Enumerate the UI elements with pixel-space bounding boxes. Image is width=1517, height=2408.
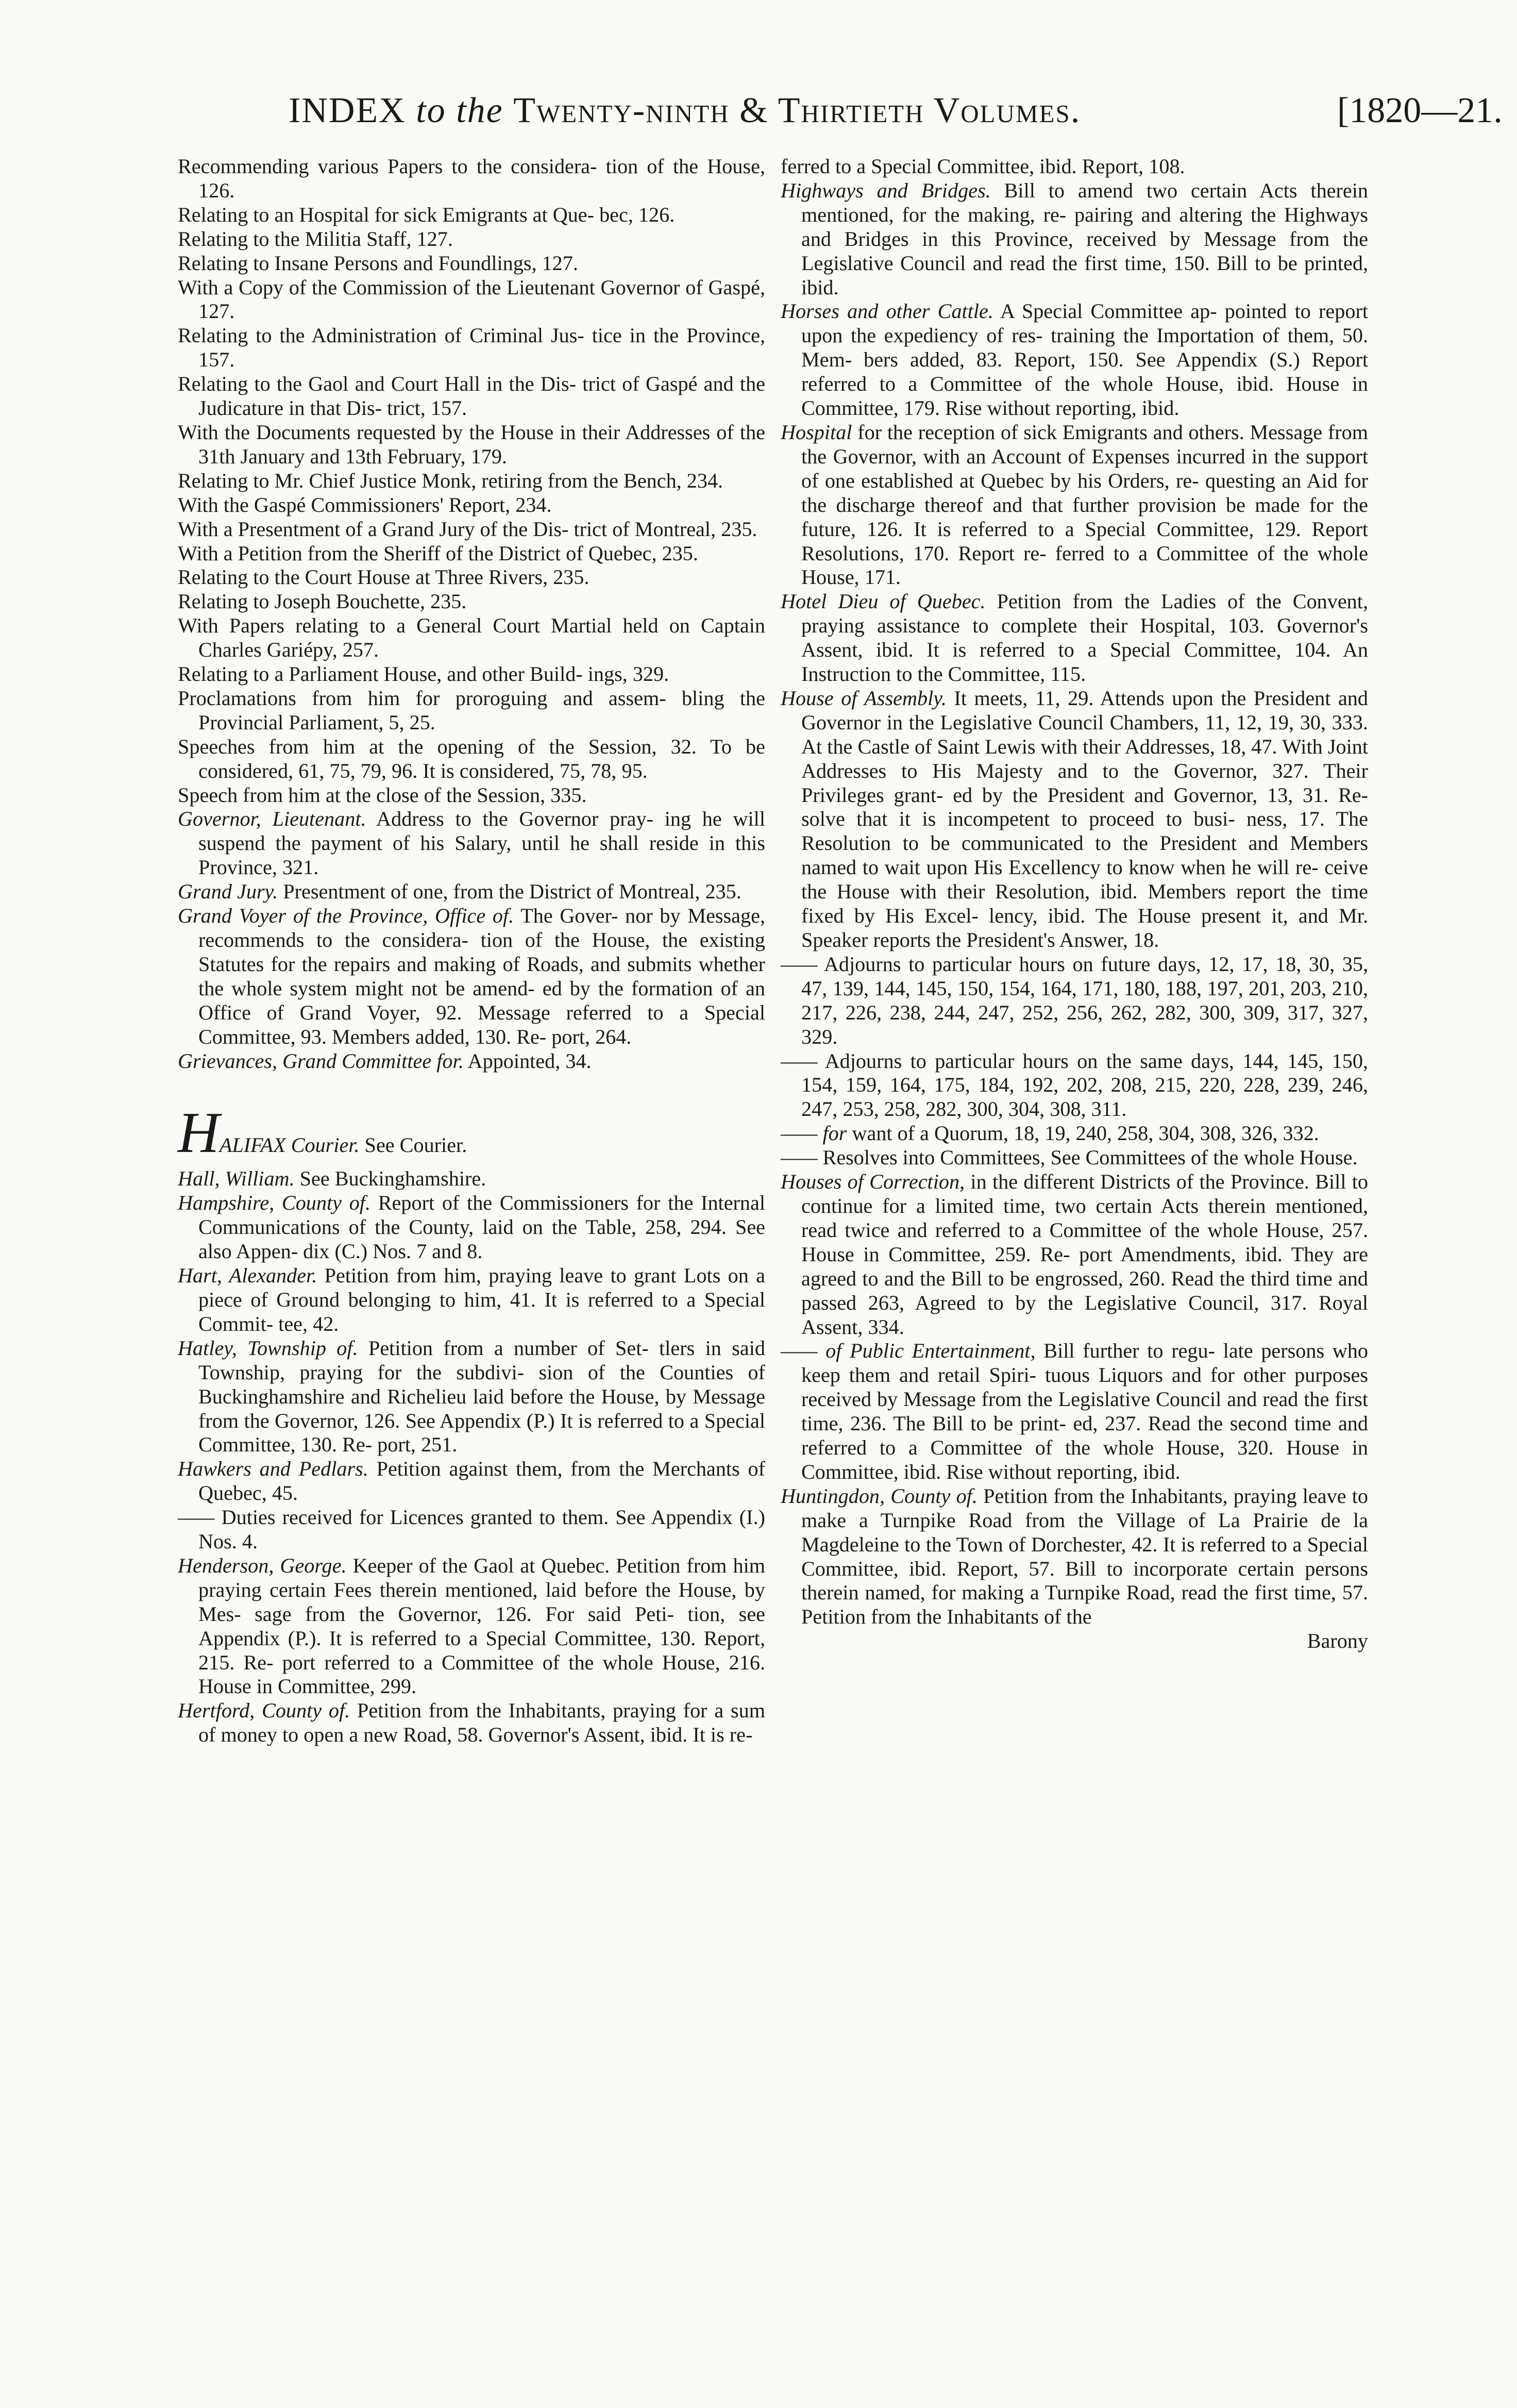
index-entry <box>781 179 1368 300</box>
index-entry: Speeches from him at the opening of the Session, 32. To be considered, 61, 75, 79, 96. It is considered, 75, 78, 95. <box>178 734 765 782</box>
entry-text: Petition from the Inhabitants, praying for a sum of money to open a new Road, 58. Governor's Assent, ibid. It is re- <box>198 1699 765 1747</box>
entry-text: Resolves into Committees, See Committees of the whole House. <box>822 1146 1358 1169</box>
index-entry <box>178 880 765 904</box>
index-entry <box>781 590 1368 687</box>
index-entry: Relating to Mr. Chief Justice Monk, retiring from the Bench, 234. <box>178 469 723 492</box>
index-entry <box>781 1170 1368 1339</box>
index-entry <box>781 1146 1368 1170</box>
right-entries-list <box>781 155 1368 1629</box>
entry-text: See Buckinghamshire. <box>299 1167 486 1191</box>
entry-text: Adjourns to particular hours on future days, 12, 17, 18, 30, 35, 47, 139, 144, 145, 150, 154, 164, 171, 180, 188, 197, 201, 203, 210, 217, 226, 238, 244, 247, 252, 256, 262, 282, 300, 309, 317, 327, 329. <box>801 952 1368 1048</box>
title-the: the <box>456 91 503 130</box>
entry-heading: —— <box>178 1506 215 1529</box>
index-entry: With a Copy of the Commission of the Lieutenant Governor of Gaspé, 127. <box>178 275 765 323</box>
entry-text: Petition from the Inhabitants, praying leave to make a Turnpike Road from the Village of La Prairie de la Magdeleine to the Town of Dorchester, 42. It is referred to a Special Committee, ibid. Report, 57. Bill to incorporate certain persons therein named, for making a Turnpike Road, read the first time, 57. Petition from the Inhabitants of the <box>801 1484 1369 1629</box>
entry-text: Bill further to regu- late persons who keep them and retail Spiri- tuous Liquors and for other purposes received by Message from the Legislative Council and read the first time, 236. The Bill to be print- ed, 237. Read the second time and referred to a Committee of the whole House, 320. House in Committee, ibid. Rise without reporting, ibid. <box>801 1339 1368 1483</box>
index-entry <box>781 299 1368 421</box>
index-entry: Relating to an Hospital for sick Emigrants at Que- bec, 126. <box>178 203 675 226</box>
entry-heading: Hart, Alexander. <box>178 1264 317 1287</box>
index-entry <box>781 1122 1368 1146</box>
entry-heading: —— <box>781 1146 818 1169</box>
index-entry <box>781 687 1368 952</box>
entry-text: Adjourns to particular hours on the same days, 144, 145, 150, 154, 159, 164, 175, 184, 192, 202, 208, 215, 220, 228, 239, 246, 247, 253, 258, 282, 300, 304, 308, 311. <box>801 1049 1368 1121</box>
entry-heading: —— for <box>781 1122 847 1145</box>
index-entry <box>178 1167 765 1191</box>
entry-text: The Gover- nor by Message, recommends to the considera- tion of the House, the existing Statutes for the repairs and making of Roads, and submits whether the whole system might not be amend- ed by the formation of an Office of Grand Voyer, 92. Message referred to a Special Committee, 93. Members added, 130. Re- port, 264. <box>198 904 765 1048</box>
entry-heading: Hospital <box>781 420 852 444</box>
entry-text: ferred to a Special Committee, ibid. Report, 108. <box>781 155 1185 178</box>
entry-heading: Hatley, Township of. <box>178 1336 358 1360</box>
entry-text: A Special Committee ap- pointed to report upon the expediency of res- training the Importation of them, 50. Mem- bers added, 83. Report, 150. See Appendix (S.) Report referred to a Committee of the whole House, ibid. House in Committee, 179. Rise without reporting, ibid. <box>801 299 1368 420</box>
catchword: Barony <box>1307 1629 1368 1653</box>
entry-text: for the reception of sick Emigrants and others. Message from the Governor, with an Account of Expenses incurred in the support of one established at Quebec by his Orders, re- questing an Aid for the discharge thereof and that further provision be made for the future, 126. It is referred to a Special Committee, 129. Report Resolutions, 170. Report re- ferred to a Committee of the whole House, 171. <box>801 420 1368 589</box>
index-entry <box>178 1336 765 1458</box>
index-entry <box>178 904 765 1049</box>
entry-text: Petition against them, from the Merchants of Quebec, 45. <box>198 1457 766 1505</box>
entry-heading: Henderson, George. <box>178 1553 347 1577</box>
index-entry: Relating to the Court House at Three Rivers, 235. <box>178 565 589 589</box>
title-prefix: INDEX <box>289 91 406 130</box>
index-entry <box>178 1506 765 1554</box>
entry-text: Petition from the Ladies of the Convent, praying assistance to complete their Hospital, 103. Governor's Assent, ibid. It is referred to a Special Committee, 104. An Instruction to the Committee, 115. <box>801 590 1368 686</box>
title-rest: Twenty-ninth & Thirtieth Volumes. <box>513 91 1081 130</box>
index-entry <box>781 1484 1368 1629</box>
left-entries-list <box>178 807 765 1073</box>
index-entry: With Papers relating to a General Court Martial held on Captain Charles Gariépy, 257. <box>178 614 765 662</box>
index-entry <box>178 1264 765 1336</box>
entry-heading: Hampshire, County of. <box>178 1191 371 1215</box>
page-header <box>0 90 1517 147</box>
entry-heading: —— <box>781 1049 818 1073</box>
entry-heading: Highways and Bridges. <box>781 178 991 202</box>
index-entry <box>781 1049 1368 1122</box>
index-entry: Proclamations from him for proroguing and assem- bling the Provincial Parliament, 5, 25. <box>178 686 765 734</box>
letter-h-initial: H <box>178 1101 220 1165</box>
index-entry: Relating to Insane Persons and Foundlings, 127. <box>178 251 578 275</box>
letter-h-rest: ALIFAX <box>219 1133 286 1157</box>
index-entry: Relating to the Administration of Criminal Jus- tice in the Province, 157. <box>178 324 765 372</box>
entry-heading: —— of Public Entertainment, <box>781 1339 1036 1363</box>
entry-heading: Governor, Lieutenant. <box>178 807 366 831</box>
right-column <box>781 155 1368 1653</box>
index-entry <box>178 1699 765 1747</box>
letter-h-heading <box>178 1101 765 1165</box>
entry-heading: Houses of Correction, <box>781 1170 965 1194</box>
index-entry: Relating to the Gaol and Court Hall in the Dis- trict of Gaspé and the Judicature in that Dis- trict, 157. <box>178 372 765 420</box>
entry-heading: Grand Voyer of the Province, Office of. <box>178 904 514 928</box>
entry-text: Presentment of one, from the District of Montreal, 235. <box>283 880 741 904</box>
index-entry: With a Presentment of a Grand Jury of the Dis- trict of Montreal, 235. <box>178 517 757 541</box>
entry-text: Petition from him, praying leave to grant Lots on a piece of Ground belonging to him, 41. It is referred to a Special Commit- tee, 42. <box>198 1264 766 1335</box>
page-date: [1820—21. <box>1337 91 1503 130</box>
entry-heading: —— <box>781 952 818 976</box>
index-entry: With the Documents requested by the House in their Addresses of the 31th January and 13th February, 179. <box>178 420 765 468</box>
index-entry: Relating to Joseph Bouchette, 235. <box>178 590 467 613</box>
index-entry <box>781 421 1368 590</box>
entry-text: in the different Districts of the Province. Bill to continue for a limited time, two certain Acts therein mentioned, read twice and referred to a Committee of the whole House, 257. House in Committee, 259. Re- port Amendments, ibid. They are agreed to and the Bill to be engrossed, 260. Read the third time and passed 263, Agreed to by the Legislative Council, 317. Royal Assent, 334. <box>801 1170 1369 1339</box>
left-column <box>178 155 765 1747</box>
entry-text: Duties received for Licences granted to them. See Appendix (I.) Nos. 4. <box>198 1506 765 1553</box>
index-entry: With a Petition from the Sheriff of the District of Quebec, 235. <box>178 541 698 565</box>
entry-text: Appointed, 34. <box>467 1049 592 1073</box>
index-entry: Recommending various Papers to the considera- tion of the House, 126. <box>178 155 765 202</box>
governor-messages-list <box>178 155 765 807</box>
entry-heading: Huntingdon, County of. <box>781 1484 977 1508</box>
entry-heading: Grievances, Grand Committee for. <box>178 1049 464 1073</box>
entry-text: want of a Quorum, 18, 19, 240, 258, 304, 308, 326, 332. <box>852 1122 1319 1145</box>
entry-heading: Hertford, County of. <box>178 1699 350 1723</box>
index-entry <box>178 1049 765 1074</box>
index-entry <box>178 1457 765 1506</box>
entry-text: Keeper of the Gaol at Quebec. Petition from him praying certain Fees therein mentioned, laid before the House, by Mes- sage from the Governor, 126. For said Peti- tion, see Appendix (P.). It is referred to a Special Committee, 130. Report, 215. Re- port referred to a Committee of the whole House, 216. House in Committee, 299. <box>198 1553 765 1698</box>
index-entry <box>178 807 765 880</box>
index-entry: Speech from him at the close of the Session, 335. <box>178 783 587 807</box>
h-entries-list <box>178 1167 765 1747</box>
entry-heading: Horses and other Cattle. <box>781 299 993 323</box>
entry-text: Address to the Governor pray- ing he will suspend the payment of his Salary, until he shall reside in this Province, 321. <box>198 807 765 879</box>
letter-h-text: See Courier. <box>364 1133 467 1157</box>
entry-text: Report of the Commissioners for the Internal Communications of the County, laid on the Table, 258, 294. See also Appen- dix (C.) Nos. 7 and 8. <box>198 1191 766 1263</box>
index-entry: Relating to a Parliament House, and other Build- ings, 329. <box>178 662 669 686</box>
title-to: to <box>416 91 446 130</box>
entry-text: Petition from a number of Set- tlers in said Township, praying for the subdivi- sion of the Counties of Buckinghamshire and Richelieu laid before the House, by Message from the Governor, 126. See Appendix (P.) It is referred to a Special Committee, 130. Re- port, 251. <box>198 1336 765 1457</box>
entry-text: Bill to amend two certain Acts therein mentioned, for the making, re- pairing and altering the Highways and Bridges in this Province, received by Message from the Legislative Council and read the first time, 150. Bill to be printed, ibid. <box>801 178 1368 299</box>
index-entry: With the Gaspé Commissioners' Report, 234. <box>178 493 552 516</box>
index-entry <box>178 1554 765 1699</box>
index-entry <box>178 1191 765 1264</box>
index-entry <box>781 155 1368 179</box>
entry-heading: Hotel Dieu of Quebec. <box>781 590 986 613</box>
entry-heading: House of Assembly. <box>781 686 947 710</box>
index-entry <box>781 1339 1368 1484</box>
index-entry: Relating to the Militia Staff, 127. <box>178 227 453 250</box>
entry-heading: Hawkers and Pedlars. <box>178 1457 368 1481</box>
letter-h-head: Courier. <box>291 1133 360 1157</box>
entry-heading: Hall, William. <box>178 1167 295 1191</box>
index-entry <box>781 952 1368 1049</box>
page-title <box>289 90 1081 131</box>
entry-heading: Grand Jury. <box>178 880 278 904</box>
entry-text: It meets, 11, 29. Attends upon the President and Governor in the Legislative Council Chambers, 11, 12, 19, 30, 333. At the Castle of Saint Lewis with their Addresses, 18, 47. With Joint Addresses to His Majesty and to the Governor, 327. Their Privileges grant- ed by the President and Governor, 13, 31. Re- solve that it is incompetent to proceed to busi- ness, 17. The Resolution to be communicated to the President and Members named to wait upon His Excellency to know when he will re- ceive the House with their Resolution, ibid. Members report the time fixed by His Excel- lency, ibid. The House present it, and Mr. Speaker reports the President's Answer, 18. <box>801 686 1368 951</box>
